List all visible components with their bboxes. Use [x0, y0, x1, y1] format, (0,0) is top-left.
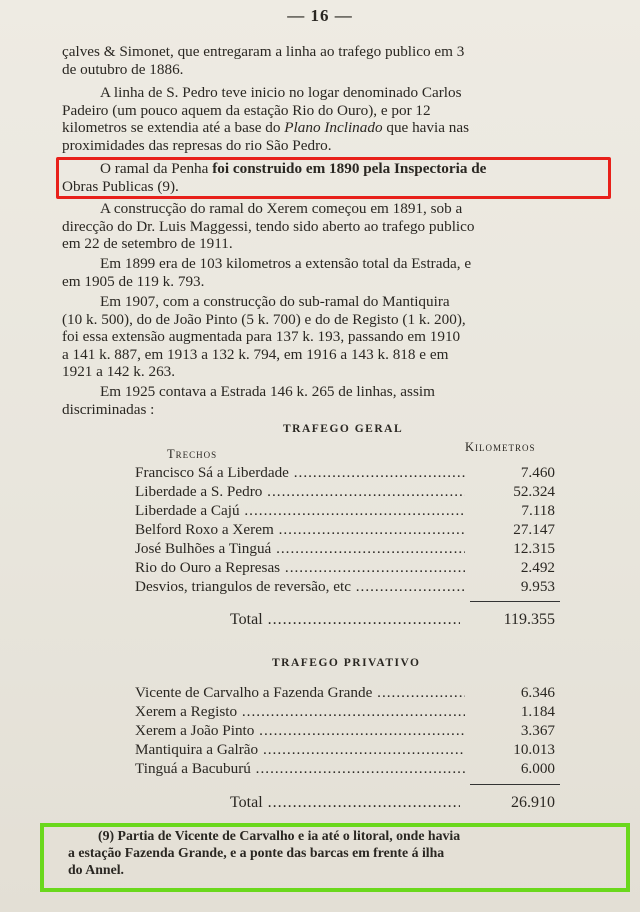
- route-name: Xerem a João Pinto .....: [135, 721, 465, 740]
- footnote-line: do Annel.: [68, 861, 124, 877]
- table-row: [135, 740, 555, 759]
- route-km: 9.953: [520, 578, 555, 595]
- table-row: [135, 482, 555, 501]
- paragraph-line: foi essa extensão augmentada para 137 k. 193, passando em 1910: [62, 328, 461, 346]
- route-name: Vicente de Carvalho a Fazenda Grande .....: [135, 683, 465, 702]
- table-row: [135, 463, 555, 482]
- paragraph-line: A construcção do ramal do Xerem começou em 1891, sob a: [100, 200, 463, 217]
- paragraph-line: Em 1907, com a construcção do sub-ramal do Mantiquira: [100, 293, 450, 310]
- sum-rule: [470, 784, 560, 785]
- route-km: 6.000: [520, 760, 555, 777]
- table-row: [135, 539, 555, 558]
- paragraph-line: proximidades das represas do rio São Pedro.: [62, 136, 332, 154]
- paragraph-7: [62, 383, 610, 418]
- route-name: Liberdade a S. Pedro .....: [135, 482, 465, 501]
- paragraph-line: a 141 k. 887, em 1913 a 132 k. 794, em 1916 a 143 k. 818 e em: [62, 345, 449, 363]
- paragraph-line: A linha de S. Pedro teve inicio no logar denominado Carlos: [100, 84, 462, 101]
- route-km: 52.324: [513, 483, 555, 500]
- paragraph-line: [62, 119, 610, 137]
- route-km: 6.346: [520, 684, 555, 701]
- paragraph-5: [62, 255, 610, 290]
- table-row: [135, 577, 555, 596]
- paragraph-line: Obras Publicas (9).: [62, 177, 179, 195]
- red-highlight-box: [56, 157, 611, 199]
- paragraph-line: de outubro de 1886.: [62, 60, 184, 78]
- route-km: 10.013: [513, 741, 555, 758]
- bold-text: foi construido em 1890 pela Inspectoria de: [212, 160, 487, 177]
- page-number: — 16 —: [287, 6, 353, 25]
- text-run: kilometros se extendia até a base do: [62, 119, 285, 137]
- table-row: [135, 520, 555, 539]
- table-row: [135, 721, 555, 740]
- total-label: Total .....: [230, 610, 460, 630]
- table-row: [135, 501, 555, 520]
- route-km: 7.118: [521, 502, 555, 519]
- paragraph-line: em 1905 de 119 k. 793.: [62, 272, 205, 290]
- paragraph-line: direcção do Dr. Luis Maggessi, tendo sido aberto ao trafego publico: [62, 217, 475, 235]
- paragraph-line: Em 1925 contava a Estrada 146 k. 265 de linhas, assim: [100, 383, 435, 400]
- paragraph-line: discriminadas :: [62, 400, 155, 418]
- route-name: Rio do Ouro a Represas .....: [135, 558, 465, 577]
- table-row: [135, 683, 555, 702]
- paragraph-1: [62, 43, 610, 78]
- route-name: Mantiquira a Galrão .....: [135, 740, 465, 759]
- column-header-trechos: Trechos: [167, 447, 218, 461]
- table-row: [135, 558, 555, 577]
- text-run: que havia nas: [382, 119, 469, 137]
- paragraph-line: Padeiro (um pouco aquem da estação Rio do Ouro), e por 12: [62, 101, 431, 119]
- route-name: José Bulhões a Tinguá .....: [135, 539, 465, 558]
- table-row: [135, 759, 555, 778]
- table-row: [135, 702, 555, 721]
- total-value: 26.910: [511, 794, 555, 811]
- route-name: Xerem a Registo .....: [135, 702, 465, 721]
- section-title-trafego-geral: TRAFEGO GERAL: [283, 423, 404, 435]
- route-km: 7.460: [520, 464, 555, 481]
- paragraph-line: 1921 a 142 k. 263.: [62, 363, 176, 381]
- total-row: [230, 610, 555, 630]
- footnote-line: (9) Partia de Vicente de Carvalho e ia até o litoral, onde havia: [98, 828, 461, 843]
- paragraph-2: [62, 84, 610, 154]
- total-row: [230, 793, 555, 813]
- paragraph-4: [62, 200, 610, 253]
- paragraph-line: çalves & Simonet, que entregaram a linha ao trafego publico em 3: [62, 43, 465, 60]
- route-km: 27.147: [513, 521, 555, 538]
- route-name: Francisco Sá a Liberdade .....: [135, 463, 465, 482]
- route-name: Desvios, triangulos de reversão, etc .....: [135, 577, 465, 596]
- route-km: 2.492: [520, 559, 555, 576]
- italic-text: Plano Inclinado: [284, 119, 383, 137]
- total-value: 119.355: [503, 611, 555, 628]
- route-name: Tinguá a Bacuburú .....: [135, 759, 465, 778]
- route-km: 12.315: [513, 540, 555, 557]
- route-km: 1.184: [520, 703, 555, 720]
- route-name: Belford Roxo a Xerem .....: [135, 520, 465, 539]
- footnote-line: a estação Fazenda Grande, e a ponte das barcas em frente á ilha: [68, 844, 445, 860]
- text-run: O ramal da Penha: [100, 160, 213, 177]
- paragraph-6: [62, 293, 610, 381]
- section-title-trafego-privativo: TRAFEGO PRIVATIVO: [272, 657, 421, 669]
- total-label: Total .....: [230, 793, 460, 813]
- paragraph-line: Em 1899 era de 103 kilometros a extensão total da Estrada, e: [100, 255, 472, 272]
- paragraph-line: em 22 de setembro de 1911.: [62, 235, 233, 253]
- route-name: Liberdade a Cajú .....: [135, 501, 465, 520]
- green-highlight-box: [40, 823, 630, 892]
- sum-rule: [470, 601, 560, 602]
- route-km: 3.367: [520, 722, 555, 739]
- paragraph-line: (10 k. 500), do de João Pinto (5 k. 700) e do de Registo (1 k. 200),: [62, 310, 466, 328]
- column-header-kilometros: Kilometros: [465, 440, 536, 454]
